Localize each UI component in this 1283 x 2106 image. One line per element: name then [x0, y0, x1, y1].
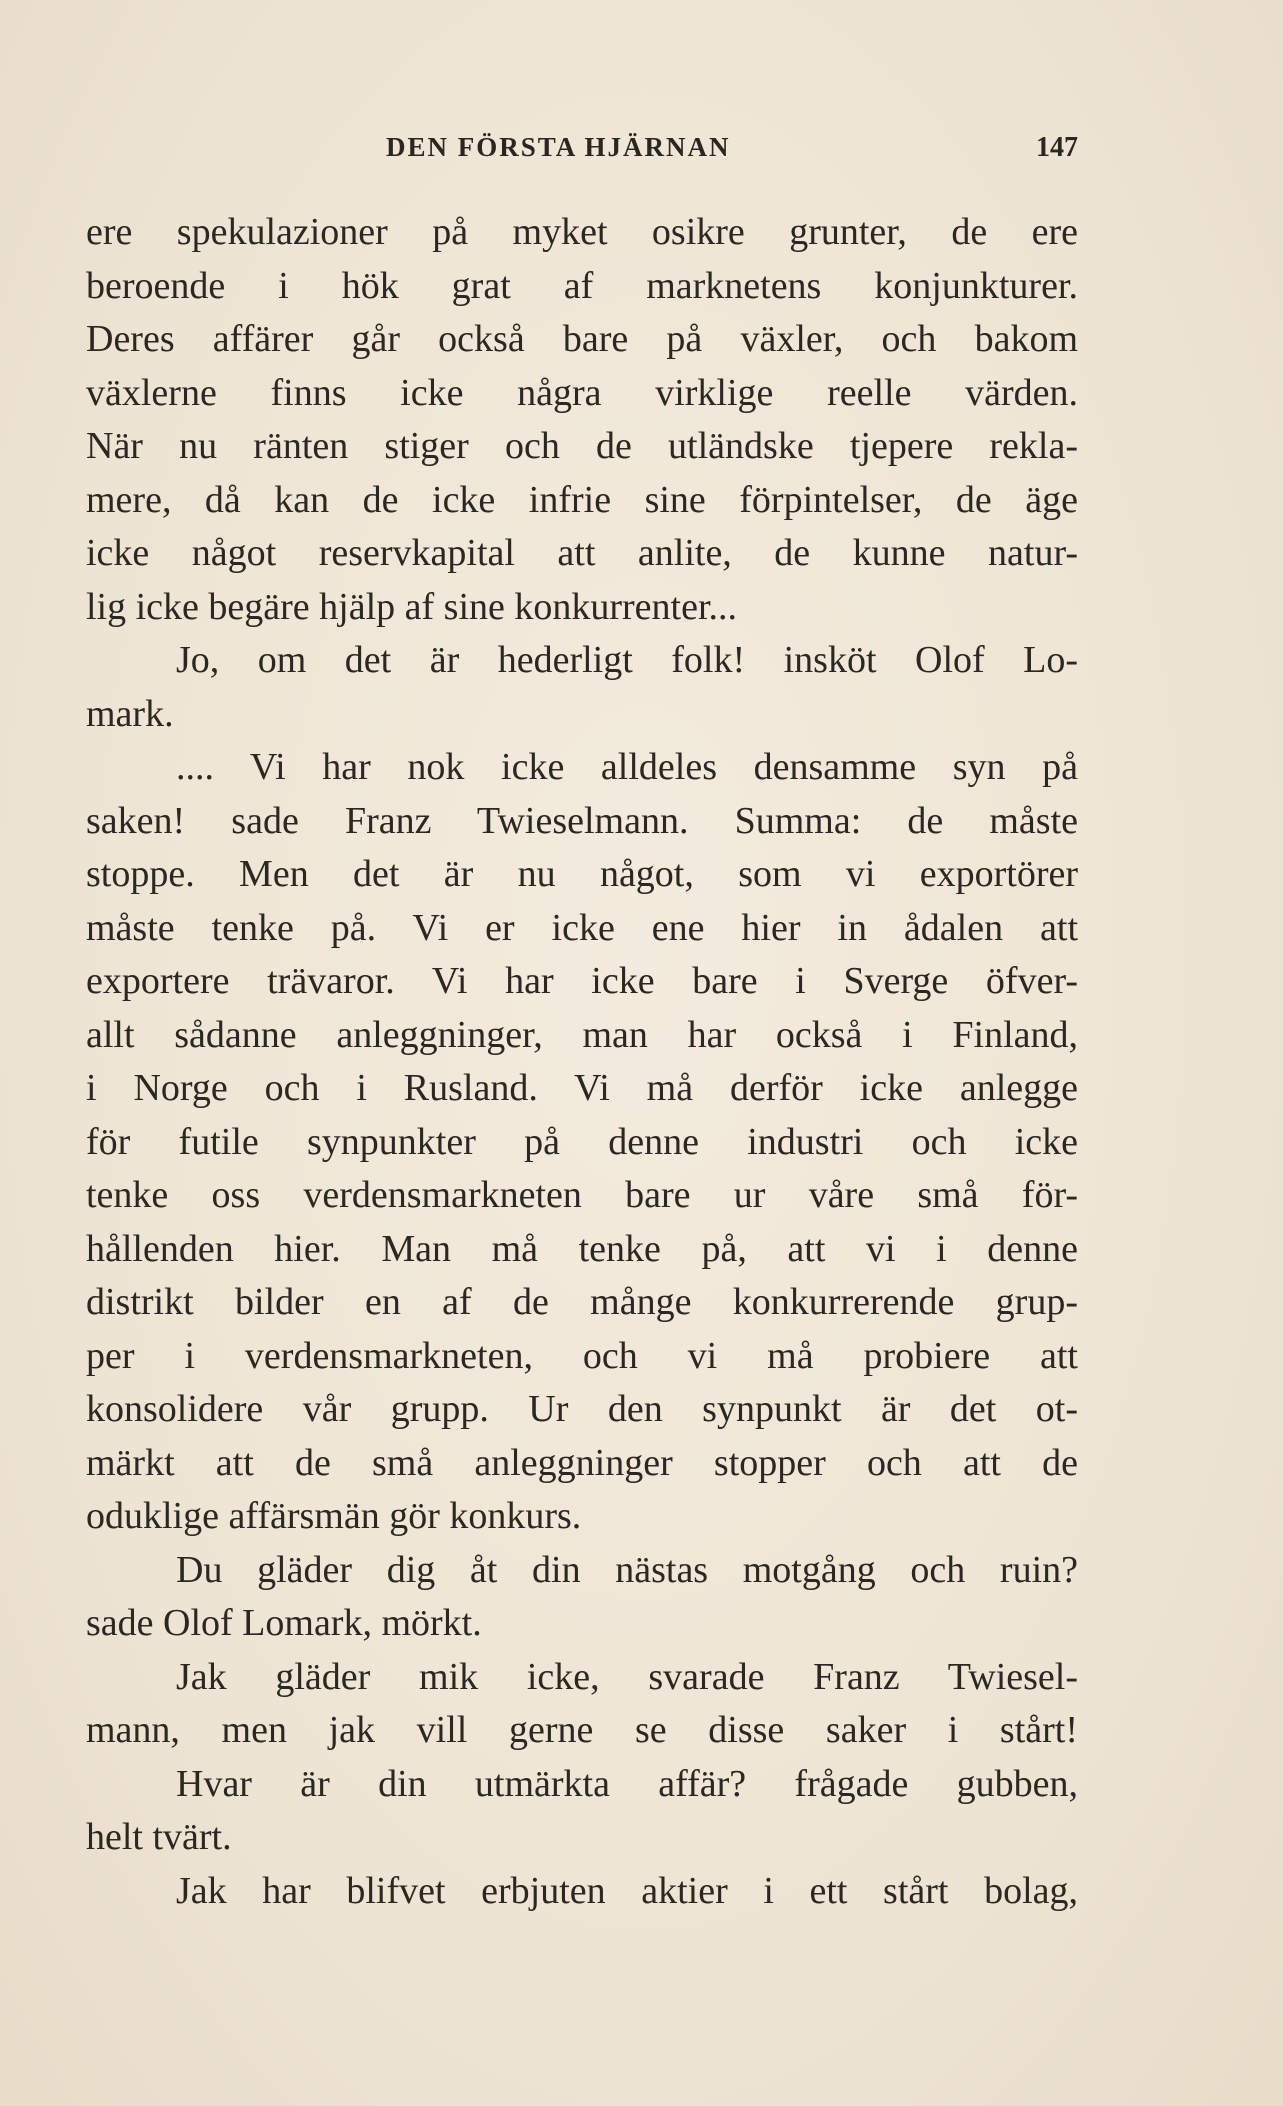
text-line: Deres affärer går också bare på växler, och bakom [86, 318, 1078, 360]
text-line: Hvar är din utmärkta affär? frågade gubben, [176, 1762, 1078, 1805]
text-line: icke något reservkapital att anlite, de kunne natur- [86, 532, 1078, 574]
text-line: mark. [86, 692, 174, 735]
text-line: oduklige affärsmän gör konkurs. [86, 1495, 582, 1537]
text-line: stoppe. Men det är nu något, som vi exportörer [86, 853, 1078, 895]
running-header [86, 132, 1078, 172]
text-line: mere, då kan de icke infrie sine förpintelser, de äge [86, 478, 1078, 521]
text-line: lig icke begäre hjälp af sine konkurrenter... [86, 585, 738, 628]
text-line: .... Vi har nok icke alldeles densamme syn på [176, 746, 1078, 788]
text-line: måste tenke på. Vi er icke ene hier in ådalen att [86, 906, 1078, 949]
text-line: beroende i hök grat af marknetens konjunkturer. [86, 264, 1078, 307]
text-line: saken! sade Franz Twieselmann. Summa: de måste [86, 799, 1078, 842]
text-line: Jak har blifvet erbjuten aktier i ett stårt bolag, [176, 1869, 1078, 1912]
text-line: för futile synpunkter på denne industri och icke [86, 1120, 1078, 1163]
text-line: Jo, om det är hederligt folk! insköt Olof Lo- [176, 639, 1078, 681]
text-line: När nu ränten stiger och de utländske tjepere rekla- [86, 425, 1078, 467]
body-text [86, 206, 1078, 1918]
text-line: i Norge och i Rusland. Vi må derför icke anlegge [86, 1067, 1078, 1109]
text-line: Jak gläder mik icke, svarade Franz Twiesel- [176, 1655, 1078, 1698]
text-line: växlerne finns icke några virklige reelle värden. [86, 371, 1078, 414]
text-line: tenke oss verdensmarkneten bare ur våre små för- [86, 1174, 1078, 1216]
text-line: Du gläder dig åt din nästas motgång och ruin? [176, 1548, 1078, 1591]
text-line: allt sådanne anleggninger, man har också i Finland, [86, 1013, 1078, 1056]
running-title: DEN FÖRSTA HJÄRNAN [386, 132, 731, 162]
text-line: distrikt bilder en af de månge konkurrerende grup- [86, 1281, 1078, 1323]
text-line: märkt att de små anleggninger stopper och att de [86, 1441, 1078, 1484]
text-line: konsolidere vår grupp. Ur den synpunkt är det ot- [86, 1388, 1078, 1430]
text-line: sade Olof Lomark, mörkt. [86, 1602, 482, 1644]
text-line: per i verdensmarkneten, och vi må probiere att [86, 1334, 1078, 1377]
text-line: exportere trävaror. Vi har icke bare i Sverge öfver- [86, 960, 1078, 1002]
text-line: helt tvärt. [86, 1816, 232, 1858]
text-line: ere spekulazioner på myket osikre grunter, de ere [86, 211, 1078, 253]
page-number: 147 [1036, 132, 1078, 163]
text-line: mann, men jak vill gerne se disse saker i stårt! [86, 1709, 1078, 1751]
text-line: hållenden hier. Man må tenke på, att vi i denne [86, 1227, 1078, 1270]
